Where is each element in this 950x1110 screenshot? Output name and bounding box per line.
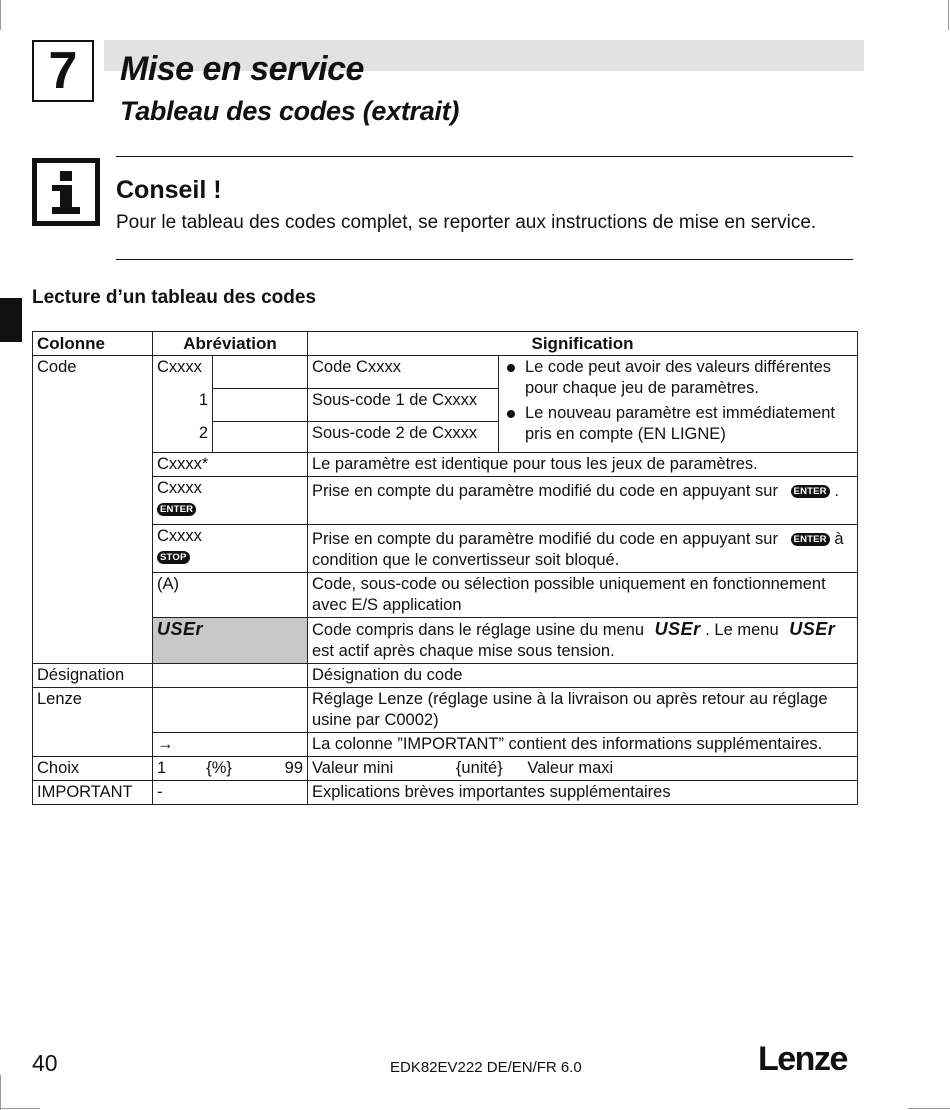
stop-meaning-cell <box>308 525 858 573</box>
user-meaning-2: . Le menu <box>705 621 779 639</box>
crop-mark <box>0 0 1 30</box>
choix-abbr-cell <box>153 757 308 781</box>
cxxxx-abbr: Cxxxx <box>153 356 213 389</box>
header-signification: Signification <box>308 332 858 356</box>
enter-key-icon: ENTER <box>791 485 830 498</box>
choix-meaning-cell <box>308 757 858 781</box>
section-heading: Lecture d’un tableau des codes <box>32 287 317 308</box>
info-icon <box>32 158 100 226</box>
enter-abbr: Cxxxx <box>157 479 202 497</box>
sub1-meaning: Sous-code 1 de Cxxxx <box>308 389 499 422</box>
sub2-meaning: Sous-code 2 de Cxxxx <box>308 422 499 453</box>
crop-mark <box>0 1075 1 1110</box>
chapter-number-box <box>32 40 94 102</box>
a-abbr: (A) <box>153 573 308 618</box>
tip-text: Pour le tableau des codes complet, se reporter aux instructions de mise en service. <box>116 212 817 233</box>
choix-min: 1 <box>157 759 167 777</box>
header-abreviation: Abréviation <box>153 332 308 356</box>
table-row <box>33 618 858 664</box>
chapter-number: 7 <box>48 42 78 100</box>
crop-mark <box>908 1108 950 1109</box>
enter-meaning: Prise en compte du paramètre modifié du code en appuyant sur <box>312 482 778 500</box>
bullet-list <box>503 357 853 445</box>
divider <box>116 259 853 260</box>
table-row <box>33 757 858 781</box>
user-menu-label: USEr <box>654 619 701 639</box>
crop-mark <box>0 1108 40 1109</box>
table-row <box>33 781 858 805</box>
choix-unit: {%} <box>206 759 232 777</box>
star-meaning: Le paramètre est identique pour tous les jeux de paramètres. <box>308 453 858 477</box>
table-row <box>33 733 858 757</box>
table-row <box>33 356 858 389</box>
choix-min-label: Valeur mini <box>312 759 394 777</box>
lenze-label: Lenze <box>33 688 153 757</box>
stop-abbr-cell <box>153 525 308 573</box>
choix-label: Choix <box>33 757 153 781</box>
important-label: IMPORTANT <box>33 781 153 805</box>
arrow-icon: → <box>153 733 308 757</box>
list-item: Le nouveau paramètre est immédiatement pris en compte (EN LIGNE) <box>525 403 853 445</box>
lenze-meaning: Réglage Lenze (réglage usine à la livraison ou après retour au réglage usine par C0002) <box>308 688 858 733</box>
user-meaning-1: Code compris dans le réglage usine du menu <box>312 621 645 639</box>
table-row <box>33 477 858 525</box>
table-row <box>33 664 858 688</box>
user-abbr: USEr <box>157 619 204 639</box>
choix-unit-label: {unité} <box>455 759 503 777</box>
code-bullets <box>499 356 858 453</box>
enter-key-icon: ENTER <box>791 533 830 546</box>
user-meaning-3: est actif après chaque mise sous tension. <box>312 642 615 660</box>
table-header-row <box>33 332 858 356</box>
designation-meaning: Désignation du code <box>308 664 858 688</box>
choix-max: 99 <box>284 759 303 777</box>
header-colonne: Colonne <box>33 332 153 356</box>
table-row <box>33 525 858 573</box>
document-reference: EDK82EV222 DE/EN/FR 6.0 <box>390 1059 582 1076</box>
user-abbr-cell <box>153 618 308 664</box>
page-title: Mise en service <box>120 50 364 88</box>
cxxxx-meaning: Code Cxxxx <box>308 356 499 389</box>
page-subtitle: Tableau des codes (extrait) <box>120 96 460 126</box>
sub1-num: 1 <box>153 389 213 422</box>
enter-abbr-cell <box>153 477 308 525</box>
arrow-meaning: La colonne ”IMPORTANT” contient des informations supplémentaires. <box>308 733 858 757</box>
table-row <box>33 453 858 477</box>
designation-label: Désignation <box>33 664 153 688</box>
stop-abbr: Cxxxx <box>157 527 202 545</box>
list-item: Le code peut avoir des valeurs différentes pour chaque jeu de paramètres. <box>525 357 853 399</box>
a-meaning: Code, sous-code ou sélection possible uniquement en fonctionnement avec E/S application <box>308 573 858 618</box>
chapter-side-tab <box>0 298 22 342</box>
page-number: 40 <box>32 1050 58 1076</box>
enter-meaning-cell <box>308 477 858 525</box>
crop-mark <box>948 0 949 30</box>
divider <box>116 156 853 157</box>
lenze-logo: Lenze <box>758 1040 847 1078</box>
stop-meaning-end: à condition que le convertisseur soit bloqué. <box>312 530 844 569</box>
user-meaning-cell <box>308 618 858 664</box>
important-meaning: Explications brèves importantes supplémentaires <box>308 781 858 805</box>
code-label: Code <box>33 356 153 664</box>
stop-meaning: Prise en compte du paramètre modifié du code en appuyant sur <box>312 530 778 548</box>
table-row <box>33 573 858 618</box>
enter-key-icon: ENTER <box>157 503 196 516</box>
user-menu-label: USEr <box>789 619 836 639</box>
stop-key-icon: STOP <box>157 551 190 564</box>
tip-title: Conseil ! <box>116 176 222 204</box>
important-abbr: - <box>153 781 308 805</box>
choix-max-label: Valeur maxi <box>527 759 614 777</box>
star-abbr: Cxxxx* <box>153 453 308 477</box>
code-table <box>32 331 858 805</box>
table-row <box>33 688 858 733</box>
sub2-num: 2 <box>153 422 213 453</box>
enter-meaning-end: . <box>834 482 839 500</box>
